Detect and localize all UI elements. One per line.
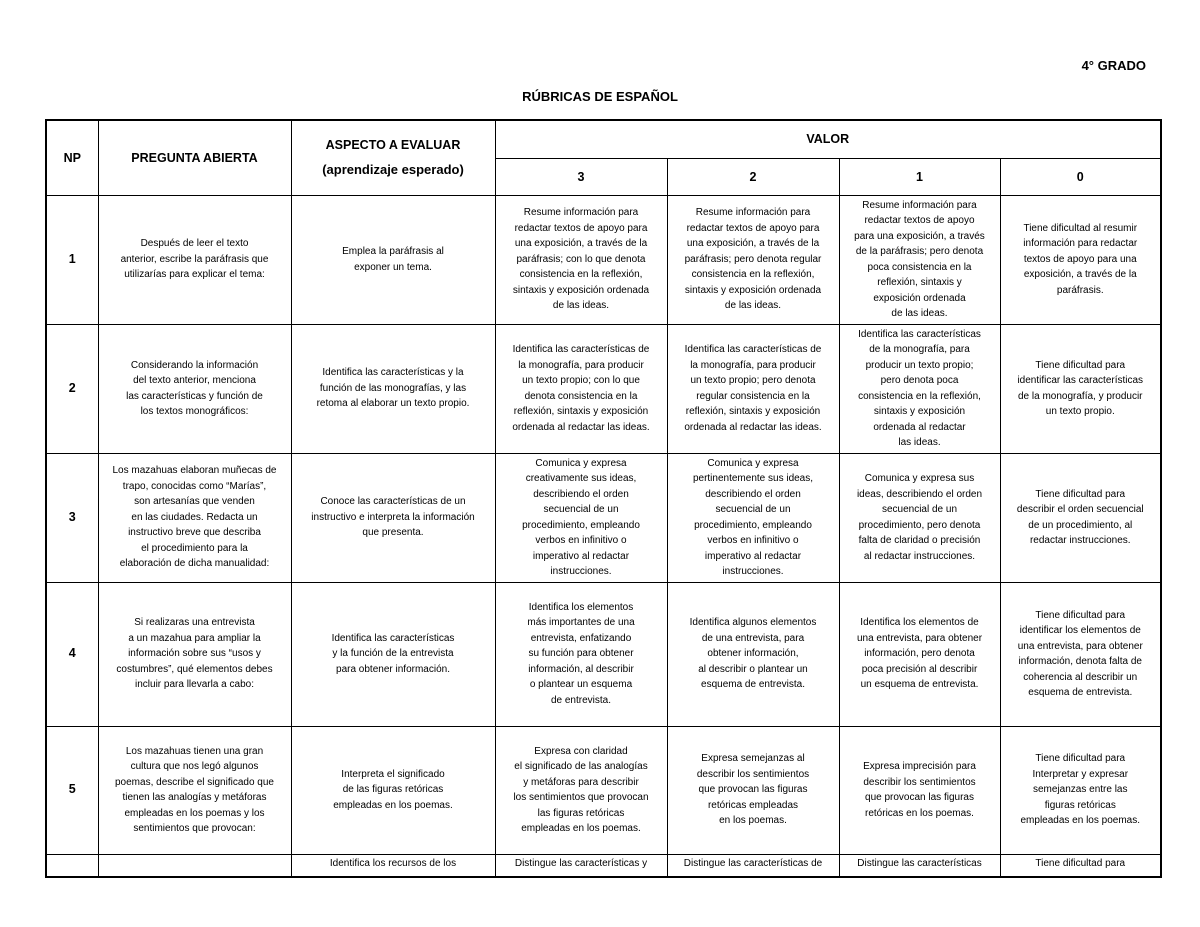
row-value-3: Identifica las características de la monografía, para producir un texto propio; con lo que denota consistencia en la reflexión, sintaxis y exposición ordenada al redactar las ideas.	[495, 324, 667, 453]
row-value-2: Resume información para redactar textos de apoyo para una exposición, a través de la paráfrasis; pero denota regular consistencia en la reflexión, sintaxis y exposición ordenada de las ideas.	[667, 195, 839, 324]
row-value-3: Resume información para redactar textos de apoyo para una exposición, a través de la paráfrasis; con lo que denota consistencia en la reflexión, sintaxis y exposición ordenada de las ideas.	[495, 195, 667, 324]
row-number: 3	[46, 453, 98, 582]
row-value-1: Identifica los elementos de una entrevista, para obtener información, pero denota poca precisión al describir un esquema de entrevista.	[839, 582, 1000, 726]
header-score-1: 1	[839, 158, 1000, 195]
header-score-3: 3	[495, 158, 667, 195]
row-value-1: Comunica y expresa sus ideas, describiendo el orden secuencial de un procedimiento, pero denota falta de claridad o precisión al redactar instrucciones.	[839, 453, 1000, 582]
row-value-1: Distingue las características	[839, 854, 1000, 877]
header-np: NP	[46, 120, 98, 195]
row-aspect: Interpreta el significado de las figuras retóricas empleadas en los poemas.	[291, 726, 495, 854]
row-question: Considerando la información del texto anterior, menciona las características y función de los textos monográficos:	[98, 324, 291, 453]
table-row	[46, 324, 1161, 453]
header-aspect-title: ASPECTO A EVALUAR	[325, 138, 461, 153]
row-value-2: Distingue las características de	[667, 854, 839, 877]
row-value-0: Tiene dificultad para identificar las características de la monografía, y producir un texto propio.	[1000, 324, 1161, 453]
row-value-0: Tiene dificultad para	[1000, 854, 1161, 877]
table-row	[46, 726, 1161, 854]
header-aspect-subtitle: (aprendizaje esperado)	[322, 162, 464, 178]
row-value-2: Expresa semejanzas al describir los sentimientos que provocan las figuras retóricas empleadas en los poemas.	[667, 726, 839, 854]
row-value-0: Tiene dificultad al resumir información para redactar textos de apoyo para una exposición, a través de la paráfrasis.	[1000, 195, 1161, 324]
grade-label: 4° GRADO	[1081, 58, 1146, 73]
row-value-2: Identifica las características de la monografía, para producir un texto propio; pero denota regular consistencia en la reflexión, sintaxis y exposición ordenada al redactar las ideas.	[667, 324, 839, 453]
row-number: 1	[46, 195, 98, 324]
row-value-0: Tiene dificultad para identificar los elementos de una entrevista, para obtener información, denota falta de coherencia al describir un esquema de entrevista.	[1000, 582, 1161, 726]
row-value-3: Expresa con claridad el significado de las analogías y metáforas para describir los sentimientos que provocan las figuras retóricas empleadas en los poemas.	[495, 726, 667, 854]
row-question: Los mazahuas elaboran muñecas de trapo, conocidas como “Marías”, son artesanías que venden en las ciudades. Redacta un instructivo breve que describa el procedimiento para la elaboración de dicha manualidad:	[98, 453, 291, 582]
row-value-1: Resume información para redactar textos de apoyo para una exposición, a través de la paráfrasis; pero denota poca consistencia en la reflexión, sintaxis y exposición ordenada de las ideas.	[839, 195, 1000, 324]
row-question	[98, 854, 291, 877]
row-value-1: Identifica las características de la monografía, para producir un texto propio; pero denota poca consistencia en la reflexión, sintaxis y exposición ordenada al redactar las ideas.	[839, 324, 1000, 453]
row-aspect: Identifica los recursos de los	[291, 854, 495, 877]
header-value: VALOR	[495, 120, 1161, 158]
row-value-3: Identifica los elementos más importantes de una entrevista, enfatizando su función para obtener información, al describir o plantear un esquema de entrevista.	[495, 582, 667, 726]
row-number: 2	[46, 324, 98, 453]
row-value-2: Identifica algunos elementos de una entrevista, para obtener información, al describir o plantear un esquema de entrevista.	[667, 582, 839, 726]
page-title: RÚBRICAS DE ESPAÑOL	[522, 89, 678, 104]
row-value-0: Tiene dificultad para describir el orden secuencial de un procedimiento, al redactar instrucciones.	[1000, 453, 1161, 582]
table-row	[46, 453, 1161, 582]
row-number: 5	[46, 726, 98, 854]
row-value-3: Comunica y expresa creativamente sus ideas, describiendo el orden secuencial de un procedimiento, empleando verbos en infinitivo o imperativo al redactar instrucciones.	[495, 453, 667, 582]
table-row	[46, 854, 1161, 877]
header-aspect	[291, 120, 495, 195]
header-score-2: 2	[667, 158, 839, 195]
row-question: Después de leer el texto anterior, escribe la paráfrasis que utilizarías para explicar el tema:	[98, 195, 291, 324]
rubric-table	[45, 119, 1162, 878]
row-value-0: Tiene dificultad para Interpretar y expresar semejanzas entre las figuras retóricas empleadas en los poemas.	[1000, 726, 1161, 854]
header-question: PREGUNTA ABIERTA	[98, 120, 291, 195]
row-aspect: Conoce las características de un instructivo e interpreta la información que presenta.	[291, 453, 495, 582]
row-value-1: Expresa imprecisión para describir los sentimientos que provocan las figuras retóricas en los poemas.	[839, 726, 1000, 854]
table-row	[46, 582, 1161, 726]
row-value-3: Distingue las características y	[495, 854, 667, 877]
row-number: 4	[46, 582, 98, 726]
row-question: Los mazahuas tienen una gran cultura que nos legó algunos poemas, describe el significado que tienen las analogías y metáforas empleadas en los poemas y los sentimientos que provocan:	[98, 726, 291, 854]
row-aspect: Identifica las características y la función de la entrevista para obtener información.	[291, 582, 495, 726]
row-number	[46, 854, 98, 877]
row-aspect: Emplea la paráfrasis al exponer un tema.	[291, 195, 495, 324]
row-value-2: Comunica y expresa pertinentemente sus ideas, describiendo el orden secuencial de un procedimiento, empleando verbos en infinitivo o imperativo al redactar instrucciones.	[667, 453, 839, 582]
header-score-0: 0	[1000, 158, 1161, 195]
row-question: Si realizaras una entrevista a un mazahua para ampliar la información sobre sus “usos y costumbres”, qué elementos debes incluir para llevarla a cabo:	[98, 582, 291, 726]
row-aspect: Identifica las características y la función de las monografías, y las retoma al elaborar un texto propio.	[291, 324, 495, 453]
table-row	[46, 195, 1161, 324]
